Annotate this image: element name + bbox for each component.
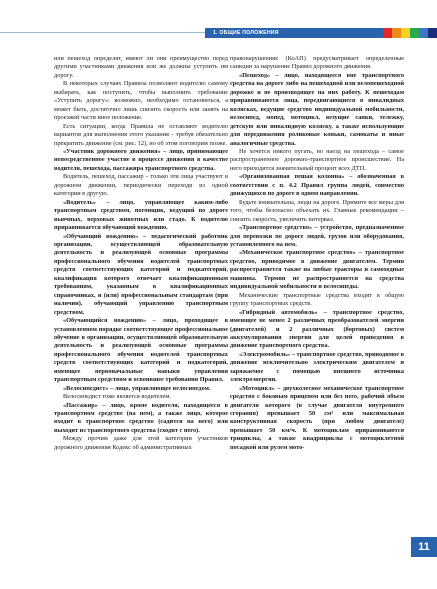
term-definition: «Пассажир» – лицо, кроме водителя, находящееся в транспортном средстве (на нем), а также лицо, которое входит в транспортное средство (садится на него) или выходит из транспортного средства (сходит с него). — [54, 401, 228, 434]
paragraph-text: или пешеход определят, имеют ли они преимущество перед другими участниками движения или же должны уступить им дорогу. — [54, 55, 228, 79]
paragraph — [230, 385, 404, 453]
color-swatch — [383, 28, 392, 38]
term-definition: «Электромобиль» – транспортное средство, приводимое в движение исключительно электрическим двигателем и заряжаемое с помощью внешнего источника электроэнергии. — [230, 350, 404, 384]
paragraph — [230, 148, 404, 173]
paragraph — [54, 393, 228, 401]
paragraph — [54, 402, 228, 436]
paragraph — [230, 292, 404, 309]
term-definition: «Участник дорожного движения» – лицо, принимающее непосредственное участие в процессе движения в качестве водителя, пешехода, пассажира транспортного средства. — [54, 147, 228, 172]
term-definition: «Механическое транспортное средство» – транспортное средство, приводимое в движение двигателем. Термин распространяется также на любые тракторы и самоходные машины. Термин не распространяется на средства индивидуальной мобильности и велосипеды. — [230, 249, 404, 291]
paragraph — [54, 385, 228, 393]
paragraph — [54, 199, 228, 233]
paragraph — [54, 233, 228, 318]
paragraph-text: Между прочим даже для этой категории участников дорожного движения Кодекс об административных — [54, 435, 228, 451]
paragraph — [54, 55, 228, 80]
color-swatch — [428, 28, 437, 38]
paragraph — [230, 173, 404, 198]
paragraph — [230, 55, 404, 72]
paragraph-text: Водитель, пешеход, пассажир – только эти лица участвуют в дорожном движении, периодически переходя из одной категории в другую. — [54, 173, 228, 198]
paragraph — [54, 148, 228, 173]
paragraph — [54, 173, 228, 198]
paragraph-text: Велосипедист тоже является водителем. — [63, 393, 171, 401]
term-definition: «Гибридный автомобиль» – транспортное средство, имеющее не менее 2 различных преобразователей энергии (двигателей) и 2 различных (бортовых) систем аккумулирования энергии для целей приведения в движение транспортного средства. — [230, 308, 404, 350]
term-definition: «Организованная пешая колонна» – обозначенная в соответствии с п. 4.2 Правил группа людей, совместно движущихся по дороге в одном направлении. — [230, 173, 404, 198]
paragraph-text: правонарушениях (КоАП) предусматривает определенные санкции за нарушение Правил дорожного движения. — [230, 55, 404, 71]
term-definition: «Мотоцикл» – двухколесное механическое транспортное средство с боковым прицепом или без него, рабочий объем двигателя которого (в случае двигателя внутреннего сгорания) превышает 50 см³ или максимальная конструктивная скорость (при любом двигателе) превышает 50 км/ч. К мотоциклам приравниваются трициклы, а также квадрициклы с мотоциклетной посадкой или рулем мото- — [230, 384, 404, 451]
running-header — [0, 28, 437, 40]
term-definition: «Обучающий вождению» – педагогический работник организации, осуществляющей образовательную деятельность и реализующей основные программы профессионального обучения водителей транспортных средств соответствующих категорий и подкатегорий, квалификация которого отвечает квалификационным требованиям, указанным в квалификационных справочниках, и (или) профессиональным стандартам (при наличии), обучающий управлению транспортным средством. — [54, 232, 228, 316]
color-swatch — [410, 28, 419, 38]
page-number: 11 — [411, 537, 437, 557]
header-rule — [0, 32, 205, 33]
paragraph — [230, 72, 404, 148]
paragraph — [54, 317, 228, 385]
paragraph — [230, 224, 404, 249]
paragraph — [54, 435, 228, 452]
term-definition: «Транспортное средство» – устройство, предназначенное для перевозки по дороге людей, грузов или оборудования, установленного на нем. — [230, 224, 404, 248]
paragraph-text: Механические транспортные средства входят в общую группу транспортных средств. — [230, 291, 404, 308]
left-column — [54, 55, 228, 452]
color-swatch — [401, 28, 410, 38]
paragraph — [230, 309, 404, 351]
paragraph-text: Будьте внимательны, люди на дороге. Примите все меры для того, чтобы безопасно объехать их. Главные рекомендации – снизить скорость, увеличить интервал. — [230, 198, 404, 223]
paragraph — [54, 123, 228, 148]
term-definition: «Пешеход» – лицо, находящееся вне транспортного средства на дороге либо на пешеходной или велопешеходной дорожке и не производящее на них работу. К пешеходам приравниваются лица, передвигающиеся в инвалидных колясках, ведущие средство индивидуальной мобильности, велосипед, мопед, мотоцикл, везущие санки, тележку, детскую или инвалидную коляску, а также использующие для передвижения роликовые коньки, самокаты и иные аналогичные средства. — [230, 71, 404, 147]
paragraph-text: Есть ситуации, когда Правила не оставляют водителю вариантов для выполнения этого указания – требуя обязательно прекратить движение (см. рис. 12), но об этом поговорим позже. — [54, 122, 228, 147]
term-definition: «Велосипедист» – лицо, управляющее велосипедом. — [63, 384, 211, 392]
term-definition: «Водитель» – лицо, управляющее каким-либо транспортным средством, погонщик, ведущий по дороге вьючных, верховых животных или стадо. К водителю приравнивается обучающий вождению. — [54, 198, 228, 232]
paragraph — [230, 199, 404, 224]
color-swatch — [392, 28, 401, 38]
paragraph — [54, 80, 228, 122]
paragraph — [230, 249, 404, 291]
paragraph — [230, 351, 404, 385]
term-definition: «Обучающийся вождению» – лицо, проходящее в установленном порядке соответствующее профессиональное обучение в организации, осуществляющей образовательную деятельность и реализующей основные программы профессионального обучения водителей транспортных средств соответствующих категорий и подкатегорий, имеющее первоначальные навыки управления транспортным средством и освоившее требования Правил. — [54, 317, 228, 384]
right-column — [230, 55, 404, 452]
section-title: 1. ОБЩИЕ ПОЛОЖЕНИЯ — [213, 30, 279, 36]
paragraph-text: Не хочется никого пугать, но наезд на пешехода – самое распространенное дорожно-транспортное происшествие. На него приходится значительный процент всех ДТП. — [230, 147, 404, 172]
color-swatch — [419, 28, 428, 38]
paragraph-text: В некоторых случаях Правила позволяют водителю самому выбирать, как поступить, чтобы выполнить требование «Уступить дорогу»: возможно, необходимо остановиться, а может быть, достаточно лишь снизить скорость или занять на проезжей части иное положение. — [54, 80, 228, 122]
